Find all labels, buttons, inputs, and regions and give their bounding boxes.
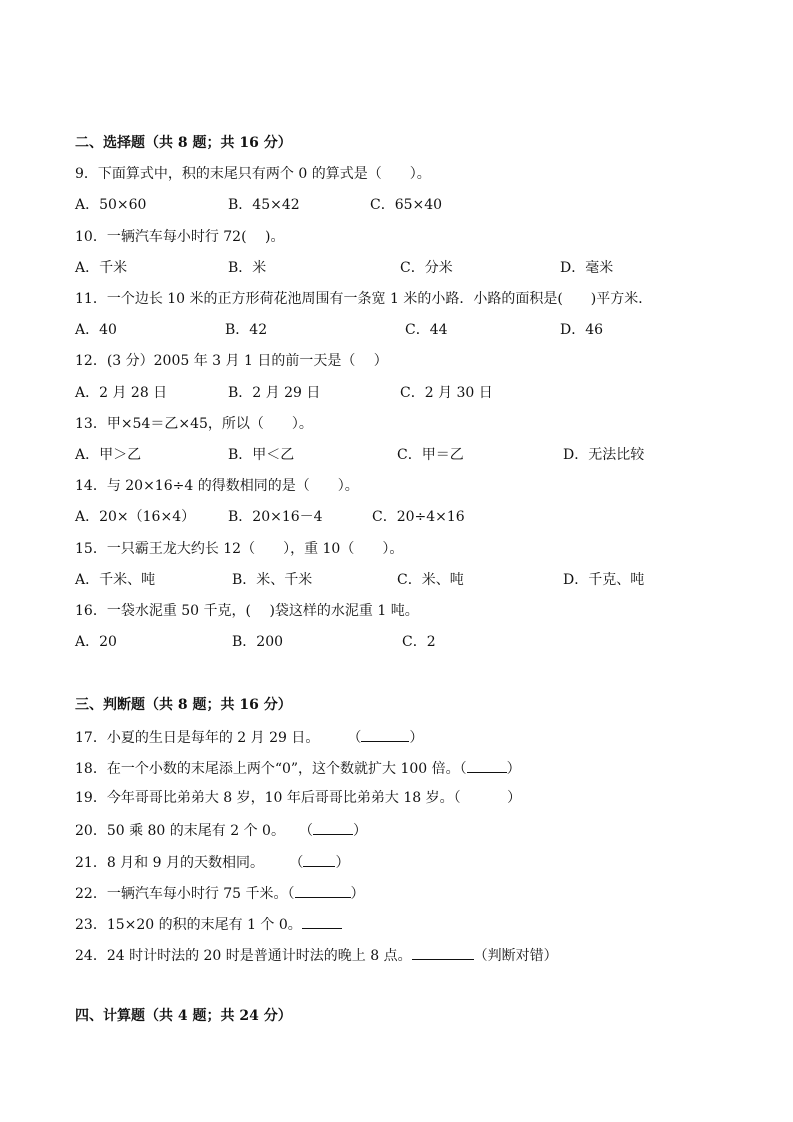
answer-blank-18[interactable]: [467, 758, 507, 773]
answer-blank-21[interactable]: [303, 852, 335, 867]
question-9-option-a: A．50×60: [75, 197, 147, 213]
question-13-option-c: C．甲＝乙: [397, 447, 464, 463]
question-14-stem: 14．与 20×16÷4 的得数相同的是（ ）。: [75, 478, 359, 494]
question-11-stem: 11．一个边长 10 米的正方形荷花池周围有一条宽 1 米的小路．小路的面积是( )平方米．: [75, 291, 653, 307]
question-15-option-a: A．千米、吨: [75, 572, 156, 588]
question-10-option-a: A．千米: [75, 260, 128, 276]
question-11-option-b: B．42: [225, 322, 268, 338]
question-17-close: ）: [409, 730, 424, 746]
question-17-text: 17．小夏的生日是每年的 2 月 29 日。 （: [75, 730, 362, 746]
question-19-text: 19．今年哥哥比弟弟大 8 岁，10 年后哥哥比弟弟大 18 岁。（: [75, 790, 508, 806]
question-10-option-c: C．分米: [400, 260, 453, 276]
question-11-option-d: D．46: [560, 322, 604, 338]
question-19: [75, 789, 521, 807]
question-14-option-b: B．20×16－4: [228, 509, 323, 525]
question-13-stem: 13．甲×54＝乙×45，所以（ ）。: [75, 416, 313, 432]
question-15-option-d: D．千克、吨: [563, 572, 645, 588]
question-13-option-d: D．无法比较: [563, 447, 645, 463]
question-10-option-d: D．毫米: [560, 260, 614, 276]
question-24: [75, 945, 558, 965]
question-12-option-b: B．2 月 29 日: [228, 385, 321, 401]
question-14-option-a: A．20×（16×4）: [75, 509, 196, 525]
question-16-option-a: A．20: [75, 634, 117, 650]
question-16-option-b: B．200: [232, 634, 284, 650]
question-23-text: 23．15×20 的积的末尾有 1 个 0。: [75, 917, 302, 933]
question-22: [75, 883, 365, 903]
question-16-stem: 16．一袋水泥重 50 千克，( )袋这样的水泥重 1 吨。: [75, 603, 419, 619]
question-24-suffix: （判断对错）: [473, 948, 558, 964]
answer-blank-17[interactable]: [361, 727, 409, 742]
question-13-option-b: B．甲＜乙: [228, 447, 295, 463]
answer-blank-23[interactable]: [302, 914, 342, 929]
answer-blank-22[interactable]: [295, 883, 351, 898]
question-15-option-b: B．米、千米: [232, 572, 313, 588]
question-19-close: ）: [507, 790, 522, 806]
question-22-close: ）: [350, 886, 365, 902]
question-21-close: ）: [335, 855, 350, 871]
question-9-stem: 9．下面算式中，积的末尾只有两个 0 的算式是（ ）。: [75, 166, 431, 182]
question-12-stem: 12．(3 分）2005 年 3 月 1 日的前一天是（ ）: [75, 353, 388, 369]
question-10-stem: 10．一辆汽车每小时行 72( )。: [75, 229, 285, 245]
question-15-stem: 15．一只霸王龙大约长 12（ ），重 10（ ）。: [75, 541, 404, 557]
question-11-option-c: C．44: [405, 322, 448, 338]
question-24-text: 24．24 时计时法的 20 时是普通计时法的晚上 8 点。: [75, 948, 412, 964]
question-18-close: ）: [506, 761, 521, 777]
question-15-option-c: C．米、吨: [397, 572, 464, 588]
section-heading-calculation: 四、计算题（共 4 题；共 24 分）: [75, 1008, 292, 1024]
question-12-option-c: C．2 月 30 日: [400, 385, 493, 401]
question-21: [75, 852, 349, 872]
question-12-option-a: A．2 月 28 日: [75, 385, 168, 401]
answer-blank-20[interactable]: [313, 820, 353, 835]
question-17: [75, 727, 423, 747]
question-20-close: ）: [352, 823, 367, 839]
question-14-option-c: C．20÷4×16: [372, 509, 465, 525]
question-22-text: 22．一辆汽车每小时行 75 千米。（: [75, 886, 295, 902]
question-10-option-b: B．米: [228, 260, 267, 276]
question-18: [75, 758, 521, 778]
question-9-option-c: C．65×40: [370, 197, 443, 213]
question-23: [75, 914, 342, 934]
answer-blank-24[interactable]: [412, 945, 474, 960]
question-18-text: 18．在一个小数的末尾添上两个“0”，这个数就扩大 100 倍。（: [75, 761, 467, 777]
section-heading-choice: 二、选择题（共 8 题；共 16 分）: [75, 135, 292, 151]
question-20: [75, 820, 367, 840]
question-16-option-c: C．2: [402, 634, 436, 650]
question-13-option-a: A．甲＞乙: [75, 447, 142, 463]
question-20-text: 20．50 乘 80 的末尾有 2 个 0。 （: [75, 823, 313, 839]
question-21-text: 21．8 月和 9 月的天数相同。 （: [75, 855, 304, 871]
question-11-option-a: A．40: [75, 322, 117, 338]
question-9-option-b: B．45×42: [228, 197, 300, 213]
section-heading-judgement: 三、判断题（共 8 题；共 16 分）: [75, 697, 292, 713]
